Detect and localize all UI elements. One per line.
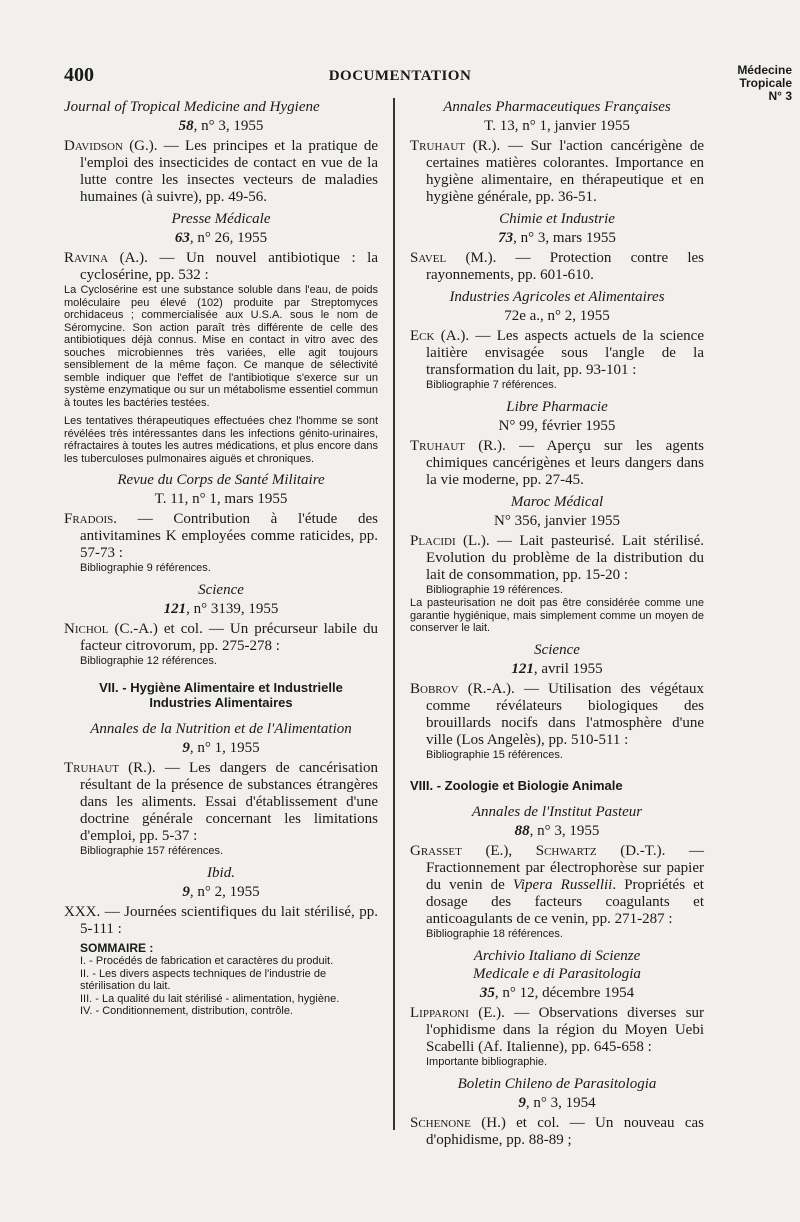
- author-name: Truhaut: [410, 438, 465, 454]
- journal-volume: 9, n° 1, 1955: [182, 740, 260, 756]
- journal-title: Presse Médicale: [171, 211, 271, 227]
- reference-entry: Bobrov (R.-A.). — Utilisation des végétaux comme révélateurs biologiques des brouillards nocifs dans l'atmosphère d'une ville (Los Angelès), pp. 510-511 :: [410, 680, 704, 748]
- abstract-note: Les tentatives thérapeutiques effectuées chez l'homme se sont révélées très intéressantes dans les infections génito-urinaires, réfractaires à toutes les autres médications, et plus encore dans les tuberculoses pulmonaires aiguës et chroniques.: [64, 415, 378, 465]
- reference-entry: Schenone (H.) et col. — Un nouveau cas d'ophidisme, pp. 88-89 ;: [410, 1114, 704, 1148]
- abstract-note: La pasteurisation ne doit pas être considérée comme une garantie hygiénique, mais simplement comme un moyen de conserver le lait.: [410, 597, 704, 634]
- left-column: [64, 98, 378, 1018]
- corner-line-1: Médecine: [737, 63, 792, 77]
- journal-volume: T. 11, n° 1, mars 1955: [154, 491, 288, 507]
- journal-title: Annales de l'Institut Pasteur: [471, 803, 643, 820]
- author-name: Ravina: [64, 250, 109, 266]
- bibliography-count: Bibliographie 9 références.: [80, 562, 211, 574]
- reference-entry: Savel (M.). — Protection contre les rayonnements, pp. 601-610.: [410, 250, 704, 283]
- author-name: Placidi: [410, 533, 456, 549]
- reference-entry: Truhaut (R.). — Aperçu sur les agents chimiques cancérigènes et leurs dangers dans la vie moderne, pp. 27-45.: [410, 438, 704, 488]
- section-heading: VII. - Hygiène Alimentaire et Industrielle Industries Alimentaires: [99, 680, 343, 710]
- journal-title: Annales Pharmaceutiques Françaises: [443, 99, 671, 115]
- journal-title: Libre Pharmacie: [506, 399, 608, 415]
- journal-volume: 9, n° 3, 1954: [518, 1094, 596, 1111]
- journal-title: Maroc Médical: [510, 494, 604, 510]
- journal-volume: N° 99, février 1955: [498, 418, 616, 434]
- bibliography-count: Bibliographie 19 références.: [426, 584, 563, 596]
- reference-entry: Truhaut (R.). — Sur l'action cancérigène de certaines matières colorantes. Importance en hygiène alimentaire, en thérapeutique et en hygiène générale, pp. 36-51.: [410, 138, 704, 205]
- journal-title: Chimie et Industrie: [499, 211, 615, 227]
- author-name: Savel: [410, 250, 447, 266]
- reference-entry: Grasset (E.), Schwartz (D.-T.). — Fractionnement par électrophorèse sur papier du venin de Vipera Russellii. Propriétés et dosage des facteurs coagulants et anticoagulants de ce venin, pp. 271-287 :: [410, 842, 704, 927]
- journal-volume: 72e a., n° 2, 1955: [504, 308, 610, 324]
- journal-title: Science: [534, 641, 580, 658]
- author-name: Truhaut: [410, 138, 465, 154]
- bibliography-count: Bibliographie 157 références.: [80, 845, 224, 857]
- journal-title: Industries Agricoles et Alimentaires: [449, 289, 665, 305]
- column-divider: [393, 98, 395, 1130]
- author-name: Eck: [410, 328, 435, 344]
- right-column: [410, 98, 704, 1149]
- summary-heading: SOMMAIRE :: [80, 941, 154, 955]
- corner-line-2: Tropicale: [739, 76, 792, 90]
- summary-item: I. - Procédés de fabrication et caractères du produit.: [80, 955, 334, 967]
- summary-item: II. - Les divers aspects techniques de l'industrie de stérilisation du lait.: [80, 967, 327, 992]
- author-name: Truhaut: [64, 760, 119, 776]
- reference-entry: Nichol (C.-A.) et col. — Un précurseur labile du facteur citrovorum, pp. 275-278 :: [64, 621, 378, 654]
- journal-volume: 35, n° 12, décembre 1954: [479, 984, 635, 1001]
- corner-line-3: N° 3: [768, 89, 792, 103]
- journal-title: Annales de la Nutrition et de l'Alimentation: [90, 721, 352, 737]
- author-name: Bobrov: [410, 680, 459, 697]
- summary-item: IV. - Conditionnement, distribution, contrôle.: [80, 1005, 293, 1017]
- section-heading: VIII. - Zoologie et Biologie Animale: [410, 777, 623, 793]
- bibliography-count: Bibliographie 18 références.: [426, 927, 563, 940]
- reference-entry: Davidson (G.). — Les principes et la pratique de l'emploi des insecticides de contact en vue de la lutte contre les insectes vecteurs de maladies humaines (à suivre), pp. 49-56.: [64, 138, 378, 205]
- journal-title: Science: [198, 582, 244, 598]
- bibliography-count: Bibliographie 15 références.: [426, 748, 563, 761]
- author-name: Nichol: [64, 621, 109, 637]
- journal-volume: 63, n° 26, 1955: [174, 230, 268, 246]
- journal-volume: 58, n° 3, 1955: [178, 118, 264, 134]
- bibliography-count: Bibliographie 7 références.: [426, 379, 557, 391]
- author-name: Grasset: [410, 842, 462, 859]
- journal-corner-label: [737, 64, 792, 103]
- page-number: 400: [64, 64, 94, 86]
- author-name: Schenone: [410, 1114, 471, 1131]
- running-title: DOCUMENTATION: [328, 68, 472, 84]
- journal-title: Boletin Chileno de Parasitologia: [457, 1075, 657, 1092]
- journal-title: Revue du Corps de Santé Militaire: [117, 472, 325, 488]
- bibliography-count: Importante bibliographie.: [426, 1055, 548, 1068]
- journal-volume: N° 356, janvier 1955: [494, 513, 620, 529]
- journal-title: Ibid.: [207, 865, 235, 881]
- reference-entry: Ravina (A.). — Un nouvel antibiotique : la cyclosérine, pp. 532 :: [64, 250, 378, 283]
- journal-volume: 121, avril 1955: [511, 660, 603, 677]
- author-name: Lipparoni: [410, 1004, 469, 1021]
- journal-volume: 88, n° 3, 1955: [514, 822, 600, 839]
- journal-volume: 121, n° 3139, 1955: [163, 601, 279, 617]
- reference-entry: Fradois. — Contribution à l'étude des antivitamines K employées comme raticides, pp. 57-73 :: [64, 511, 378, 561]
- reference-entry: Placidi (L.). — Lait pasteurisé. Lait stérilisé. Evolution du problème de la distribution du lait de consommation, pp. 15-20 :: [410, 533, 704, 583]
- journal-title: Journal of Tropical Medicine and Hygiene: [64, 99, 320, 115]
- reference-entry: Truhaut (R.). — Les dangers de cancérisation résultant de la présence de substances étrangères dans les aliments. Essai d'établissement d'une doctrine générale concernant les limitations d'emploi, pp. 5-37 :: [64, 760, 378, 844]
- reference-entry: Eck (A.). — Les aspects actuels de la science laitière envisagée sous l'angle de la transformation du lait, pp. 93-101 :: [410, 328, 704, 378]
- journal-volume: 73, n° 3, mars 1955: [498, 230, 616, 246]
- author-name: Schwartz: [535, 842, 597, 859]
- journal-volume: T. 13, n° 1, janvier 1955: [484, 118, 630, 134]
- journal-title: Archivio Italiano di Scienze Medicale e di Parasitologia: [473, 947, 641, 982]
- abstract-note: La Cyclosérine est une substance soluble dans l'eau, de poids moléculaire peu élevé (102) produite par Streptomyces orchidaceus ; commercialisée aux U.S.A. sous le nom de Séromycine. Son action paraît très différente de celle des antibiotiques déjà connus. Mise en contact in vitro avec des souches microbiennes très variées, elle agit toujours sensiblement de la même façon. Ce manque de sélectivité semble indiquer que l'effet de l'antibiotique s'exerce sur un système enzymatique ou sur un métabolisme essentiel commun à toutes les bactéries testées.: [64, 284, 378, 409]
- summary-item: III. - La qualité du lait stérilisé - alimentation, hygiène.: [80, 992, 340, 1005]
- journal-volume: 9, n° 2, 1955: [182, 884, 260, 900]
- reference-entry: Lipparoni (E.). — Observations diverses sur l'ophidisme dans la région du Moyen Uebi Scabelli (Af. Italienne), pp. 645-658 :: [410, 1004, 704, 1055]
- author-name: Davidson: [64, 138, 123, 154]
- bibliography-count: Bibliographie 12 références.: [80, 655, 217, 667]
- author-name: Fradois: [64, 511, 114, 527]
- reference-entry: XXX. — Journées scientifiques du lait stérilisé, pp. 5-111 :: [64, 904, 378, 937]
